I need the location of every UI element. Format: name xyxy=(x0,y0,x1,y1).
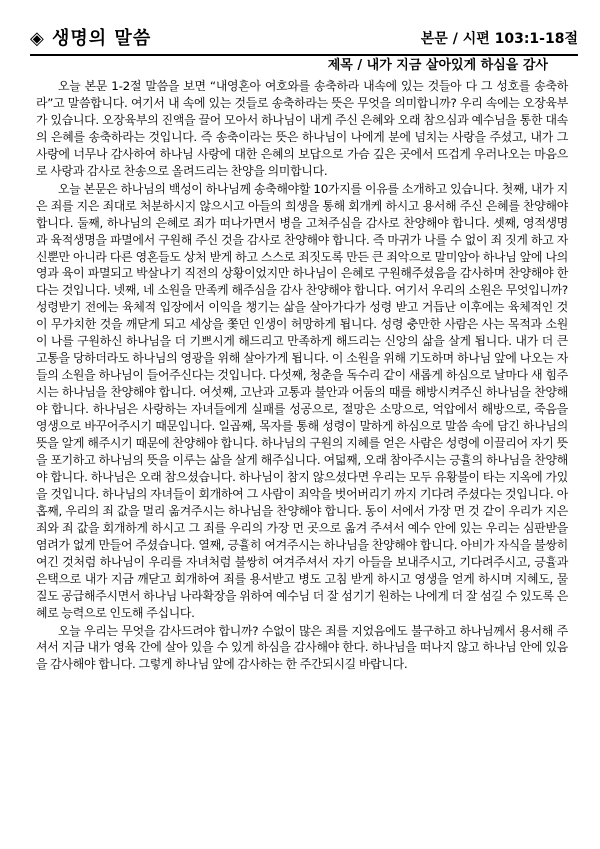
sermon-subject: 제목 / 내가 지금 살아있게 하심을 감사 xyxy=(327,58,548,73)
diamond-bullet-icon: ◈ xyxy=(30,28,44,49)
scripture-passage: 본문 / 시편 103:1-18절 xyxy=(420,31,578,47)
paragraph: 오늘 본문 1-2절 말씀을 보면 “내영혼아 여호와를 송축하라 내속에 있는 것들아 다 그 성호를 송축하라”고 말씀합니다. 여기서 내 속에 있는 것들로 송축하라는 뜻은 무엇을 의미합니까? 우리 속에는 오장육부가 있습니다. 오장육부의 진액을 끌어 모아서 하나님이 내게 주신 은혜와 오래 참으심과 예수님을 통한 대속의 은혜를 송축하라는 것입니다. 즉 송축이라는 뜻은 하나님이 나에게 분에 넘치는 사랑을 주셨고, 내가 그 사랑에 너무나 감사하여 하나님 사랑에 대한 은혜의 보답으로 가슴 깊은 곳에서 뜨겁게 우러나오는 마음으로 사랑과 감사로 찬송으로 올려드리는 찬양을 의미합니다. xyxy=(36,79,568,178)
header xyxy=(30,28,578,52)
sermon-body xyxy=(36,78,568,674)
paragraph: 오늘 본문은 하나님의 백성이 하나님께 송축해야할 10가지를 이유를 소개하고 있습니다. 첫째, 내가 지은 죄를 지은 죄대로 처분하시지 않으시고 아들의 희생을 통해 회개케 하시고 용서해 주신 은혜를 찬양해야 합니다. 둘째, 하나님의 은혜로 죄가 떠나가면서 병을 고쳐주심을 감사로 찬양해야 합니다. 셋째, 영적생명과 육적생명을 파멸에서 구원해 주신 것을 감사로 찬양해야 합니다. 즉 마귀가 나를 수 없이 죄 짓게 하고 자신뿐만 아니라 다른 영혼들도 상처 받게 하고 스스로 죄짓도록 만든 큰 죄악으로 말미암아 하나님 앞에 나의 영과 육이 파멸되고 박살나기 직전의 상황이었지만 하나님이 은혜로 구원해주셨음을 감사하며 찬양해야 한다는 것입니다. 넷째, 네 소원을 만족케 해주심을 감사 찬양해야 합니다. 여기서 우리의 소원은 무엇입니까? 성령받기 전에는 육체적 입장에서 이익을 챙기는 삶을 살아가다가 성령 받고 거듭난 이후에는 육체적인 것이 무가치한 것을 깨닫게 되고 세상을 쫓던 인생이 허망하게 됩니다. 성령 충만한 사람은 사는 목적과 소원이 나를 구원하신 하나님을 더 기쁘시게 해드리고 만족하게 해드리는 신앙의 삶을 살게 됩니다. 내가 더 큰 고통을 당하더라도 하나님의 영광을 위해 살아가게 됩니다. 이 소원을 위해 기도하며 하나님 앞에 나오는 자들의 소원을 하나님이 들어주신다는 것입니다. 다섯째, 청춘을 독수리 같이 새롭게 하심으로 날마다 새 힘주시는 하나님을 찬양해야 합니다. 여섯째, 고난과 고통과 불안과 어둠의 때를 해방시켜주신 하나님을 찬양해야 합니다. 하나님은 사랑하는 자녀들에게 실패를 성공으로, 절망은 소망으로, 억압에서 해방으로, 죽음을 영생으로 바꾸어주시기 때문입니다. 일곱째, 목자를 통해 성령이 말하게 하심으로 말씀 속에 담긴 하나님의 뜻을 알게 해주시기 때문에 찬양해야 합니다. 하나님의 구원의 지혜를 얻은 사람은 성령에 이끌리어 자기 뜻을 포기하고 하나님의 뜻을 이루는 삶을 살게 해주십니다. 여덟째, 오래 참아주시는 긍휼의 하나님을 찬양해야 합니다. 하나님은 오래 참으셨습니다. 하나님이 참지 않으셨다면 우리는 모두 유황불이 타는 지옥에 가있을 것입니다. 하나님의 자녀들이 회개하여 그 사람이 죄악을 벗어버리기 까지 기다려 주셨다는 것입니다. 아홉째, 우리의 죄 값을 멀리 옮겨주시는 하나님을 찬양해야 합니다. 동이 서에서 가장 먼 것 같이 우리가 지은 죄와 죄 값을 회개하게 하시고 그 죄를 우리의 가장 먼 곳으로 옮겨 주셔서 예수 안에 있는 우리는 심판받을 염려가 없게 만들어 주셨습니다. 열째, 긍휼히 여겨주시는 하나님을 찬양해야 합니다. 아비가 자식을 불쌍히 여긴 것처럼 하나님이 우리를 자녀처럼 불쌍히 여겨주셔서 자기 아들을 보내주시고, 기다려주시고, 긍휼과 은택으로 내가 지금 깨닫고 회개하여 죄를 용서받고 병도 고침 받게 하시고 영생을 얻게 하시며 지혜도, 물질도 공급해주시면서 하나님 나라확장을 위하여 예수님 더 잘 섬기기 원하는 나에게 더 잘 섬길 수 있도록 은혜로 능력으로 인도해 주십니다. xyxy=(36,181,568,620)
paragraph: 오늘 우리는 무엇을 감사드려야 합니까? 수없이 많은 죄를 지었음에도 불구하고 하나님께서 용서해 주셔서 지금 내가 영육 간에 살아 있을 수 있게 하심을 감사해야 한다. 하나님을 떠나지 않고 하나님 안에 있음을 감사해야 합니다. 그렇게 하나님 앞에 감사하는 한 주간되시길 바랍니다. xyxy=(36,623,568,672)
header-divider xyxy=(30,54,578,56)
page-title: 생명의 말씀 xyxy=(52,28,152,49)
